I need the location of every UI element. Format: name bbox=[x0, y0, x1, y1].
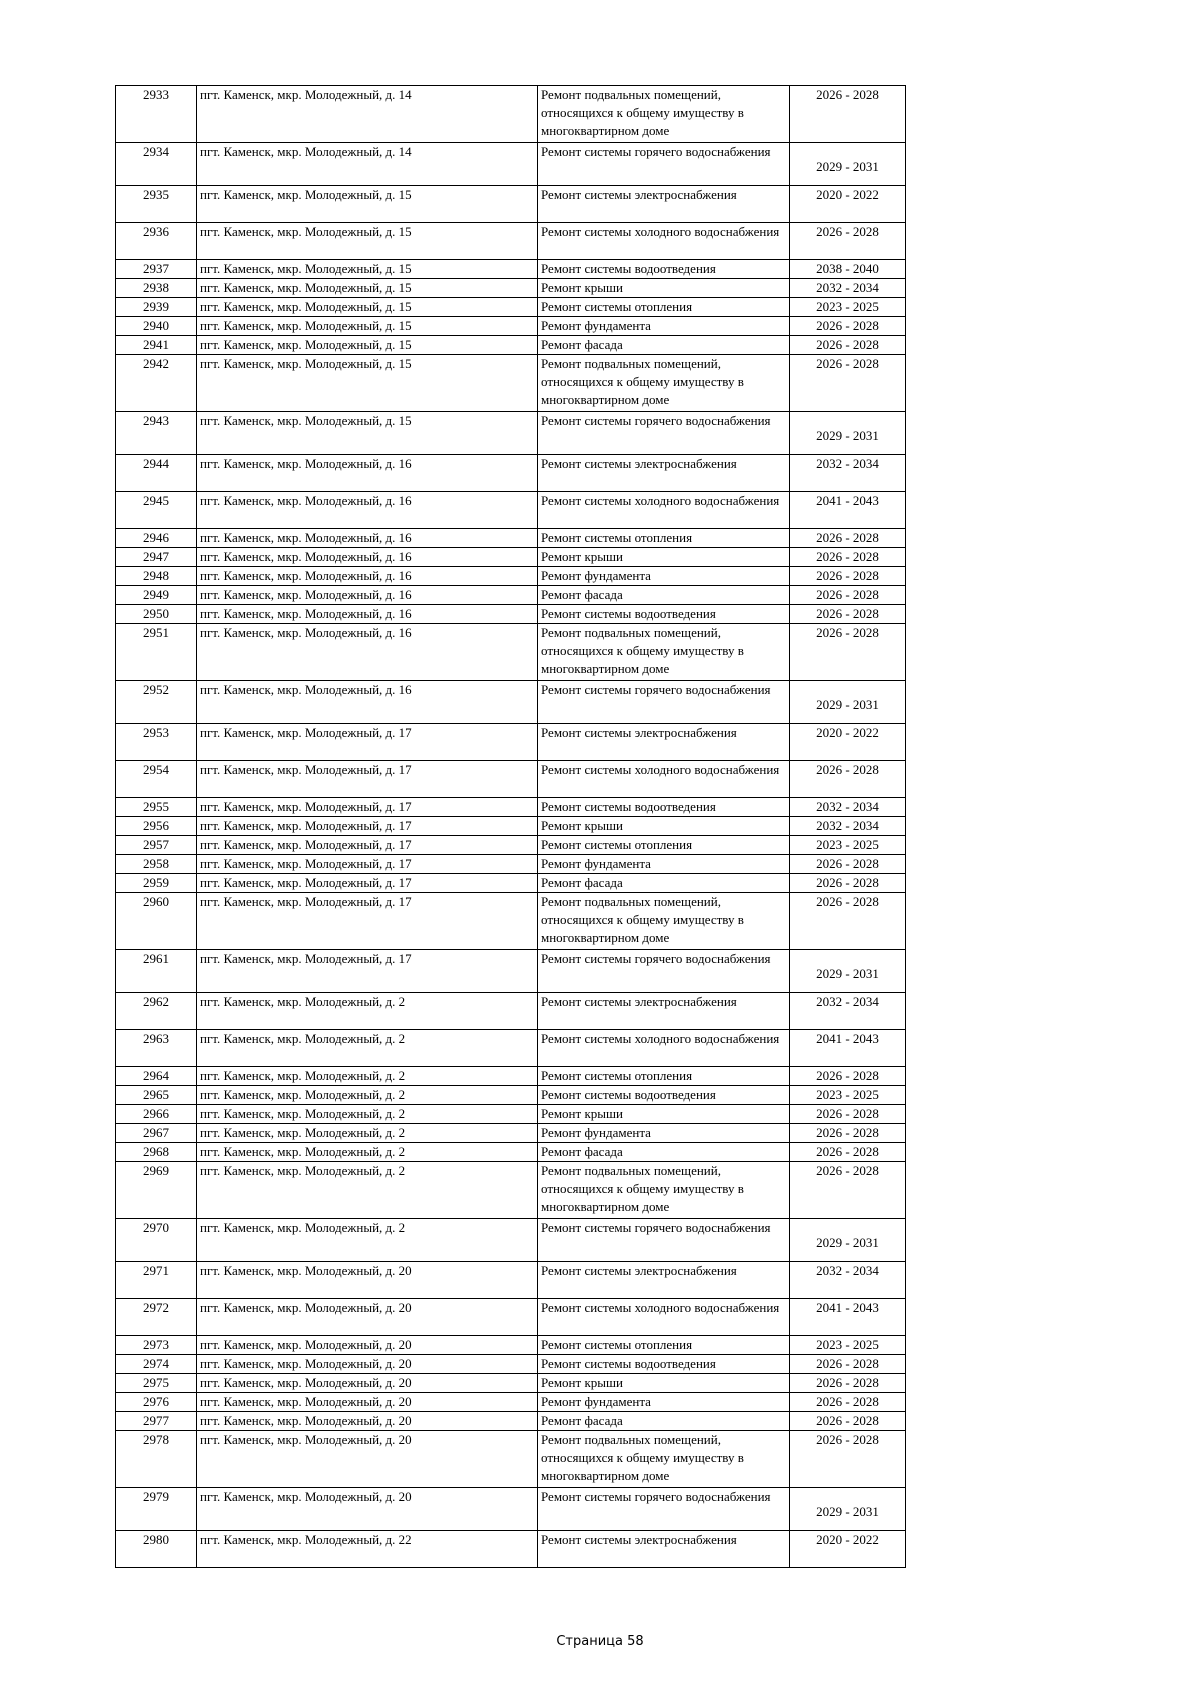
row-number-cell: 2963 bbox=[116, 1030, 197, 1067]
work-type-cell: Ремонт фасада bbox=[538, 1412, 790, 1431]
work-type-cell: Ремонт фундамента bbox=[538, 1393, 790, 1412]
address-cell: пгт. Каменск, мкр. Молодежный, д. 16 bbox=[197, 492, 538, 529]
period-cell: 2026 - 2028 bbox=[790, 1393, 906, 1412]
period-cell: 2026 - 2028 bbox=[790, 567, 906, 586]
address-cell: пгт. Каменск, мкр. Молодежный, д. 16 bbox=[197, 681, 538, 724]
work-type-cell: Ремонт системы отопления bbox=[538, 298, 790, 317]
address-cell: пгт. Каменск, мкр. Молодежный, д. 17 bbox=[197, 874, 538, 893]
table-body bbox=[116, 86, 906, 1568]
work-type-cell: Ремонт подвальных помещений, относящихся к общему имуществу в многоквартирном доме bbox=[538, 893, 790, 950]
period-cell: 2032 - 2034 bbox=[790, 1262, 906, 1299]
period-cell: 2041 - 2043 bbox=[790, 1299, 906, 1336]
row-number-cell: 2939 bbox=[116, 298, 197, 317]
table-row bbox=[116, 761, 906, 798]
row-number-cell: 2958 bbox=[116, 855, 197, 874]
table-row bbox=[116, 724, 906, 761]
row-number-cell: 2950 bbox=[116, 605, 197, 624]
table-row bbox=[116, 1086, 906, 1105]
table-row bbox=[116, 993, 906, 1030]
address-cell: пгт. Каменск, мкр. Молодежный, д. 20 bbox=[197, 1355, 538, 1374]
period-cell: 2032 - 2034 bbox=[790, 798, 906, 817]
period-cell: 2032 - 2034 bbox=[790, 817, 906, 836]
address-cell: пгт. Каменск, мкр. Молодежный, д. 15 bbox=[197, 186, 538, 223]
work-type-cell: Ремонт фундамента bbox=[538, 855, 790, 874]
work-type-cell: Ремонт подвальных помещений, относящихся к общему имуществу в многоквартирном доме bbox=[538, 86, 790, 143]
work-type-cell: Ремонт системы отопления bbox=[538, 1067, 790, 1086]
row-number-cell: 2937 bbox=[116, 260, 197, 279]
address-cell: пгт. Каменск, мкр. Молодежный, д. 22 bbox=[197, 1531, 538, 1568]
address-cell: пгт. Каменск, мкр. Молодежный, д. 16 bbox=[197, 529, 538, 548]
table-row bbox=[116, 1262, 906, 1299]
row-number-cell: 2979 bbox=[116, 1488, 197, 1531]
work-type-cell: Ремонт системы холодного водоснабжения bbox=[538, 492, 790, 529]
address-cell: пгт. Каменск, мкр. Молодежный, д. 17 bbox=[197, 836, 538, 855]
work-type-cell: Ремонт системы водоотведения bbox=[538, 1355, 790, 1374]
row-number-cell: 2957 bbox=[116, 836, 197, 855]
row-number-cell: 2956 bbox=[116, 817, 197, 836]
period-cell: 2041 - 2043 bbox=[790, 492, 906, 529]
row-number-cell: 2938 bbox=[116, 279, 197, 298]
period-cell: 2026 - 2028 bbox=[790, 1124, 906, 1143]
work-type-cell: Ремонт системы водоотведения bbox=[538, 1086, 790, 1105]
period-cell: 2026 - 2028 bbox=[790, 1412, 906, 1431]
work-type-cell: Ремонт системы электроснабжения bbox=[538, 724, 790, 761]
table-row bbox=[116, 605, 906, 624]
address-cell: пгт. Каменск, мкр. Молодежный, д. 17 bbox=[197, 893, 538, 950]
period-cell: 2023 - 2025 bbox=[790, 1086, 906, 1105]
address-cell: пгт. Каменск, мкр. Молодежный, д. 2 bbox=[197, 1162, 538, 1219]
period-cell: 2023 - 2025 bbox=[790, 1336, 906, 1355]
row-number-cell: 2969 bbox=[116, 1162, 197, 1219]
row-number-cell: 2976 bbox=[116, 1393, 197, 1412]
row-number-cell: 2960 bbox=[116, 893, 197, 950]
period-cell: 2026 - 2028 bbox=[790, 1162, 906, 1219]
table-row bbox=[116, 681, 906, 724]
table-row bbox=[116, 412, 906, 455]
work-type-cell: Ремонт фундамента bbox=[538, 1124, 790, 1143]
address-cell: пгт. Каменск, мкр. Молодежный, д. 2 bbox=[197, 1219, 538, 1262]
table-row bbox=[116, 317, 906, 336]
period-cell: 2026 - 2028 bbox=[790, 1374, 906, 1393]
period-cell: 2026 - 2028 bbox=[790, 624, 906, 681]
work-type-cell: Ремонт фасада bbox=[538, 586, 790, 605]
row-number-cell: 2943 bbox=[116, 412, 197, 455]
address-cell: пгт. Каменск, мкр. Молодежный, д. 15 bbox=[197, 355, 538, 412]
period-cell: 2026 - 2028 bbox=[790, 893, 906, 950]
period-cell: 2041 - 2043 bbox=[790, 1030, 906, 1067]
period-cell: 2026 - 2028 bbox=[790, 1355, 906, 1374]
table-row bbox=[116, 455, 906, 492]
row-number-cell: 2947 bbox=[116, 548, 197, 567]
address-cell: пгт. Каменск, мкр. Молодежный, д. 20 bbox=[197, 1299, 538, 1336]
row-number-cell: 2971 bbox=[116, 1262, 197, 1299]
work-type-cell: Ремонт подвальных помещений, относящихся к общему имуществу в многоквартирном доме bbox=[538, 1431, 790, 1488]
row-number-cell: 2978 bbox=[116, 1431, 197, 1488]
row-number-cell: 2974 bbox=[116, 1355, 197, 1374]
address-cell: пгт. Каменск, мкр. Молодежный, д. 2 bbox=[197, 1124, 538, 1143]
period-cell: 2026 - 2028 bbox=[790, 586, 906, 605]
address-cell: пгт. Каменск, мкр. Молодежный, д. 17 bbox=[197, 817, 538, 836]
table-row bbox=[116, 1067, 906, 1086]
table-row bbox=[116, 855, 906, 874]
row-number-cell: 2952 bbox=[116, 681, 197, 724]
work-type-cell: Ремонт подвальных помещений, относящихся к общему имуществу в многоквартирном доме bbox=[538, 355, 790, 412]
work-type-cell: Ремонт фундамента bbox=[538, 567, 790, 586]
row-number-cell: 2966 bbox=[116, 1105, 197, 1124]
work-type-cell: Ремонт системы горячего водоснабжения bbox=[538, 950, 790, 993]
work-type-cell: Ремонт системы горячего водоснабжения bbox=[538, 143, 790, 186]
table-row bbox=[116, 1143, 906, 1162]
row-number-cell: 2964 bbox=[116, 1067, 197, 1086]
period-cell: 2026 - 2028 bbox=[790, 761, 906, 798]
table-row bbox=[116, 529, 906, 548]
address-cell: пгт. Каменск, мкр. Молодежный, д. 20 bbox=[197, 1393, 538, 1412]
table-row bbox=[116, 336, 906, 355]
period-cell: 2026 - 2028 bbox=[790, 548, 906, 567]
address-cell: пгт. Каменск, мкр. Молодежный, д. 20 bbox=[197, 1374, 538, 1393]
work-type-cell: Ремонт крыши bbox=[538, 817, 790, 836]
address-cell: пгт. Каменск, мкр. Молодежный, д. 16 bbox=[197, 624, 538, 681]
period-cell: 2029 - 2031 bbox=[790, 1219, 906, 1262]
period-cell: 2026 - 2028 bbox=[790, 1143, 906, 1162]
row-number-cell: 2970 bbox=[116, 1219, 197, 1262]
row-number-cell: 2959 bbox=[116, 874, 197, 893]
row-number-cell: 2948 bbox=[116, 567, 197, 586]
address-cell: пгт. Каменск, мкр. Молодежный, д. 15 bbox=[197, 298, 538, 317]
period-cell: 2026 - 2028 bbox=[790, 355, 906, 412]
table-row bbox=[116, 223, 906, 260]
address-cell: пгт. Каменск, мкр. Молодежный, д. 17 bbox=[197, 798, 538, 817]
address-cell: пгт. Каменск, мкр. Молодежный, д. 16 bbox=[197, 605, 538, 624]
table-row bbox=[116, 1488, 906, 1531]
period-cell: 2026 - 2028 bbox=[790, 86, 906, 143]
work-type-cell: Ремонт системы водоотведения bbox=[538, 798, 790, 817]
work-type-cell: Ремонт системы холодного водоснабжения bbox=[538, 761, 790, 798]
address-cell: пгт. Каменск, мкр. Молодежный, д. 16 bbox=[197, 567, 538, 586]
address-cell: пгт. Каменск, мкр. Молодежный, д. 17 bbox=[197, 761, 538, 798]
row-number-cell: 2980 bbox=[116, 1531, 197, 1568]
address-cell: пгт. Каменск, мкр. Молодежный, д. 16 bbox=[197, 586, 538, 605]
period-cell: 2026 - 2028 bbox=[790, 529, 906, 548]
work-type-cell: Ремонт системы горячего водоснабжения bbox=[538, 1488, 790, 1531]
row-number-cell: 2975 bbox=[116, 1374, 197, 1393]
row-number-cell: 2933 bbox=[116, 86, 197, 143]
address-cell: пгт. Каменск, мкр. Молодежный, д. 15 bbox=[197, 279, 538, 298]
address-cell: пгт. Каменск, мкр. Молодежный, д. 15 bbox=[197, 336, 538, 355]
period-cell: 2032 - 2034 bbox=[790, 993, 906, 1030]
table-row bbox=[116, 874, 906, 893]
period-cell: 2020 - 2022 bbox=[790, 1531, 906, 1568]
address-cell: пгт. Каменск, мкр. Молодежный, д. 2 bbox=[197, 1067, 538, 1086]
address-cell: пгт. Каменск, мкр. Молодежный, д. 2 bbox=[197, 1086, 538, 1105]
work-type-cell: Ремонт фасада bbox=[538, 874, 790, 893]
row-number-cell: 2940 bbox=[116, 317, 197, 336]
row-number-cell: 2935 bbox=[116, 186, 197, 223]
table-row bbox=[116, 1431, 906, 1488]
address-cell: пгт. Каменск, мкр. Молодежный, д. 15 bbox=[197, 223, 538, 260]
work-type-cell: Ремонт крыши bbox=[538, 279, 790, 298]
period-cell: 2029 - 2031 bbox=[790, 1488, 906, 1531]
table-row bbox=[116, 186, 906, 223]
work-type-cell: Ремонт крыши bbox=[538, 548, 790, 567]
period-cell: 2038 - 2040 bbox=[790, 260, 906, 279]
table-row bbox=[116, 1299, 906, 1336]
table-row bbox=[116, 143, 906, 186]
row-number-cell: 2965 bbox=[116, 1086, 197, 1105]
period-cell: 2029 - 2031 bbox=[790, 143, 906, 186]
address-cell: пгт. Каменск, мкр. Молодежный, д. 15 bbox=[197, 412, 538, 455]
table-row bbox=[116, 548, 906, 567]
address-cell: пгт. Каменск, мкр. Молодежный, д. 20 bbox=[197, 1262, 538, 1299]
row-number-cell: 2961 bbox=[116, 950, 197, 993]
table-row bbox=[116, 355, 906, 412]
row-number-cell: 2934 bbox=[116, 143, 197, 186]
address-cell: пгт. Каменск, мкр. Молодежный, д. 17 bbox=[197, 950, 538, 993]
table-row bbox=[116, 279, 906, 298]
table-row bbox=[116, 1030, 906, 1067]
work-type-cell: Ремонт системы горячего водоснабжения bbox=[538, 1219, 790, 1262]
table-row bbox=[116, 567, 906, 586]
table-row bbox=[116, 1355, 906, 1374]
table-row bbox=[116, 86, 906, 143]
period-cell: 2026 - 2028 bbox=[790, 855, 906, 874]
table-row bbox=[116, 1219, 906, 1262]
row-number-cell: 2941 bbox=[116, 336, 197, 355]
row-number-cell: 2942 bbox=[116, 355, 197, 412]
period-cell: 2026 - 2028 bbox=[790, 336, 906, 355]
table-row bbox=[116, 586, 906, 605]
table-row bbox=[116, 798, 906, 817]
work-type-cell: Ремонт системы отопления bbox=[538, 836, 790, 855]
address-cell: пгт. Каменск, мкр. Молодежный, д. 14 bbox=[197, 143, 538, 186]
period-cell: 2029 - 2031 bbox=[790, 412, 906, 455]
row-number-cell: 2945 bbox=[116, 492, 197, 529]
period-cell: 2020 - 2022 bbox=[790, 724, 906, 761]
period-cell: 2023 - 2025 bbox=[790, 836, 906, 855]
work-type-cell: Ремонт подвальных помещений, относящихся к общему имуществу в многоквартирном доме bbox=[538, 624, 790, 681]
address-cell: пгт. Каменск, мкр. Молодежный, д. 17 bbox=[197, 724, 538, 761]
work-type-cell: Ремонт системы горячего водоснабжения bbox=[538, 681, 790, 724]
table-row bbox=[116, 1162, 906, 1219]
row-number-cell: 2946 bbox=[116, 529, 197, 548]
row-number-cell: 2936 bbox=[116, 223, 197, 260]
period-cell: 2026 - 2028 bbox=[790, 874, 906, 893]
table-row bbox=[116, 1105, 906, 1124]
work-type-cell: Ремонт системы электроснабжения bbox=[538, 186, 790, 223]
table-row bbox=[116, 298, 906, 317]
row-number-cell: 2977 bbox=[116, 1412, 197, 1431]
work-type-cell: Ремонт системы электроснабжения bbox=[538, 1262, 790, 1299]
work-type-cell: Ремонт крыши bbox=[538, 1105, 790, 1124]
work-type-cell: Ремонт фундамента bbox=[538, 317, 790, 336]
table-row bbox=[116, 950, 906, 993]
table-row bbox=[116, 1374, 906, 1393]
address-cell: пгт. Каменск, мкр. Молодежный, д. 2 bbox=[197, 1105, 538, 1124]
work-type-cell: Ремонт фасада bbox=[538, 336, 790, 355]
table-row bbox=[116, 836, 906, 855]
work-type-cell: Ремонт подвальных помещений, относящихся к общему имуществу в многоквартирном доме bbox=[538, 1162, 790, 1219]
work-type-cell: Ремонт системы электроснабжения bbox=[538, 993, 790, 1030]
period-cell: 2026 - 2028 bbox=[790, 223, 906, 260]
work-type-cell: Ремонт системы горячего водоснабжения bbox=[538, 412, 790, 455]
row-number-cell: 2968 bbox=[116, 1143, 197, 1162]
address-cell: пгт. Каменск, мкр. Молодежный, д. 2 bbox=[197, 1143, 538, 1162]
work-type-cell: Ремонт крыши bbox=[538, 1374, 790, 1393]
work-type-cell: Ремонт системы отопления bbox=[538, 529, 790, 548]
work-type-cell: Ремонт фасада bbox=[538, 1143, 790, 1162]
row-number-cell: 2973 bbox=[116, 1336, 197, 1355]
address-cell: пгт. Каменск, мкр. Молодежный, д. 2 bbox=[197, 993, 538, 1030]
work-type-cell: Ремонт системы электроснабжения bbox=[538, 455, 790, 492]
table-row bbox=[116, 1412, 906, 1431]
work-type-cell: Ремонт системы водоотведения bbox=[538, 260, 790, 279]
table-row bbox=[116, 624, 906, 681]
work-type-cell: Ремонт системы электроснабжения bbox=[538, 1531, 790, 1568]
address-cell: пгт. Каменск, мкр. Молодежный, д. 14 bbox=[197, 86, 538, 143]
row-number-cell: 2949 bbox=[116, 586, 197, 605]
table-row bbox=[116, 1393, 906, 1412]
work-type-cell: Ремонт системы отопления bbox=[538, 1336, 790, 1355]
address-cell: пгт. Каменск, мкр. Молодежный, д. 20 bbox=[197, 1336, 538, 1355]
row-number-cell: 2955 bbox=[116, 798, 197, 817]
row-number-cell: 2944 bbox=[116, 455, 197, 492]
address-cell: пгт. Каменск, мкр. Молодежный, д. 15 bbox=[197, 317, 538, 336]
row-number-cell: 2954 bbox=[116, 761, 197, 798]
period-cell: 2026 - 2028 bbox=[790, 1067, 906, 1086]
address-cell: пгт. Каменск, мкр. Молодежный, д. 20 bbox=[197, 1488, 538, 1531]
work-type-cell: Ремонт системы холодного водоснабжения bbox=[538, 223, 790, 260]
row-number-cell: 2951 bbox=[116, 624, 197, 681]
repair-schedule-table bbox=[115, 85, 906, 1568]
table-row bbox=[116, 1336, 906, 1355]
work-type-cell: Ремонт системы водоотведения bbox=[538, 605, 790, 624]
period-cell: 2020 - 2022 bbox=[790, 186, 906, 223]
work-type-cell: Ремонт системы холодного водоснабжения bbox=[538, 1030, 790, 1067]
address-cell: пгт. Каменск, мкр. Молодежный, д. 16 bbox=[197, 548, 538, 567]
address-cell: пгт. Каменск, мкр. Молодежный, д. 17 bbox=[197, 855, 538, 874]
table-row bbox=[116, 1531, 906, 1568]
table-row bbox=[116, 260, 906, 279]
period-cell: 2032 - 2034 bbox=[790, 455, 906, 492]
address-cell: пгт. Каменск, мкр. Молодежный, д. 16 bbox=[197, 455, 538, 492]
address-cell: пгт. Каменск, мкр. Молодежный, д. 20 bbox=[197, 1431, 538, 1488]
page-number: Страница 58 bbox=[556, 1634, 644, 1649]
table-row bbox=[116, 817, 906, 836]
period-cell: 2026 - 2028 bbox=[790, 1105, 906, 1124]
period-cell: 2032 - 2034 bbox=[790, 279, 906, 298]
address-cell: пгт. Каменск, мкр. Молодежный, д. 2 bbox=[197, 1030, 538, 1067]
row-number-cell: 2972 bbox=[116, 1299, 197, 1336]
period-cell: 2029 - 2031 bbox=[790, 950, 906, 993]
address-cell: пгт. Каменск, мкр. Молодежный, д. 20 bbox=[197, 1412, 538, 1431]
period-cell: 2026 - 2028 bbox=[790, 605, 906, 624]
period-cell: 2026 - 2028 bbox=[790, 317, 906, 336]
table-row bbox=[116, 1124, 906, 1143]
period-cell: 2029 - 2031 bbox=[790, 681, 906, 724]
row-number-cell: 2967 bbox=[116, 1124, 197, 1143]
period-cell: 2023 - 2025 bbox=[790, 298, 906, 317]
period-cell: 2026 - 2028 bbox=[790, 1431, 906, 1488]
row-number-cell: 2953 bbox=[116, 724, 197, 761]
address-cell: пгт. Каменск, мкр. Молодежный, д. 15 bbox=[197, 260, 538, 279]
work-type-cell: Ремонт системы холодного водоснабжения bbox=[538, 1299, 790, 1336]
table-row bbox=[116, 492, 906, 529]
table-row bbox=[116, 893, 906, 950]
row-number-cell: 2962 bbox=[116, 993, 197, 1030]
